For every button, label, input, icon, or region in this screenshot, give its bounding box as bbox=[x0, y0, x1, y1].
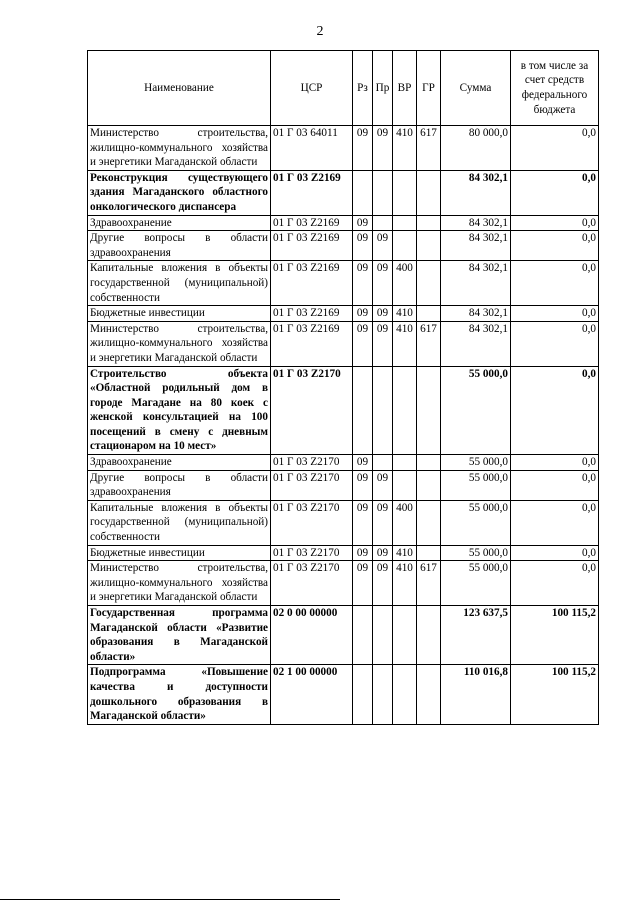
cell-sum: 123 637,5 bbox=[441, 606, 511, 665]
cell-gr bbox=[417, 606, 441, 665]
cell-pr: 09 bbox=[373, 261, 393, 306]
cell-vr: 410 bbox=[393, 306, 417, 322]
cell-csr: 01 Г 03 Z2170 bbox=[271, 455, 353, 471]
cell-gr bbox=[417, 170, 441, 215]
cell-pr: 09 bbox=[373, 321, 393, 366]
cell-csr: 01 Г 03 64011 bbox=[271, 126, 353, 171]
cell-name: Подпрограмма «Повышение качества и доступности дошкольного образования в Магаданской области» bbox=[88, 665, 271, 724]
cell-rz: 09 bbox=[353, 561, 373, 606]
cell-vr: 400 bbox=[393, 261, 417, 306]
table-row bbox=[88, 500, 599, 545]
cell-sum: 110 016,8 bbox=[441, 665, 511, 724]
cell-sum: 84 302,1 bbox=[441, 261, 511, 306]
cell-sum: 80 000,0 bbox=[441, 126, 511, 171]
cell-gr bbox=[417, 470, 441, 500]
cell-name: Бюджетные инвестиции bbox=[88, 545, 271, 561]
cell-gr bbox=[417, 261, 441, 306]
cell-gr: 617 bbox=[417, 321, 441, 366]
cell-sum: 55 000,0 bbox=[441, 545, 511, 561]
table-row bbox=[88, 261, 599, 306]
cell-vr: 410 bbox=[393, 321, 417, 366]
cell-vr: 410 bbox=[393, 561, 417, 606]
cell-federal: 0,0 bbox=[511, 215, 599, 231]
cell-rz: 09 bbox=[353, 545, 373, 561]
cell-csr: 01 Г 03 Z2170 bbox=[271, 366, 353, 455]
cell-vr bbox=[393, 455, 417, 471]
header-sum: Сумма bbox=[441, 51, 511, 126]
header-pr: Пр bbox=[373, 51, 393, 126]
table-row bbox=[88, 470, 599, 500]
cell-rz bbox=[353, 366, 373, 455]
cell-csr: 01 Г 03 Z2170 bbox=[271, 561, 353, 606]
cell-rz: 09 bbox=[353, 455, 373, 471]
table-row bbox=[88, 545, 599, 561]
cell-pr bbox=[373, 215, 393, 231]
table-row bbox=[88, 606, 599, 665]
cell-csr: 02 0 00 00000 bbox=[271, 606, 353, 665]
cell-gr bbox=[417, 500, 441, 545]
cell-gr bbox=[417, 306, 441, 322]
header-gr: ГР bbox=[417, 51, 441, 126]
cell-name: Министерство строительства, жилищно-коммунального хозяйства и энергетики Магаданской области bbox=[88, 126, 271, 171]
cell-csr: 01 Г 03 Z2169 bbox=[271, 261, 353, 306]
cell-name: Министерство строительства, жилищно-коммунального хозяйства и энергетики Магаданской области bbox=[88, 321, 271, 366]
cell-pr: 09 bbox=[373, 470, 393, 500]
cell-federal: 0,0 bbox=[511, 545, 599, 561]
cell-rz: 09 bbox=[353, 306, 373, 322]
cell-vr: 410 bbox=[393, 545, 417, 561]
budget-table bbox=[87, 50, 599, 725]
cell-pr: 09 bbox=[373, 126, 393, 171]
cell-vr bbox=[393, 470, 417, 500]
cell-csr: 01 Г 03 Z2169 bbox=[271, 215, 353, 231]
table-row bbox=[88, 215, 599, 231]
cell-name: Здравоохранение bbox=[88, 215, 271, 231]
cell-rz bbox=[353, 665, 373, 724]
cell-gr bbox=[417, 545, 441, 561]
table-row bbox=[88, 321, 599, 366]
cell-vr bbox=[393, 215, 417, 231]
cell-pr bbox=[373, 606, 393, 665]
cell-federal: 0,0 bbox=[511, 231, 599, 261]
cell-csr: 01 Г 03 Z2169 bbox=[271, 321, 353, 366]
cell-pr bbox=[373, 455, 393, 471]
table-row bbox=[88, 455, 599, 471]
cell-pr: 09 bbox=[373, 306, 393, 322]
header-name: Наименование bbox=[88, 51, 271, 126]
cell-pr bbox=[373, 366, 393, 455]
cell-federal: 0,0 bbox=[511, 470, 599, 500]
cell-sum: 84 302,1 bbox=[441, 231, 511, 261]
cell-federal: 0,0 bbox=[511, 126, 599, 171]
cell-rz bbox=[353, 170, 373, 215]
cell-rz: 09 bbox=[353, 321, 373, 366]
cell-gr: 617 bbox=[417, 126, 441, 171]
cell-name: Капитальные вложения в объекты государственной (муниципальной) собственности bbox=[88, 500, 271, 545]
cell-sum: 55 000,0 bbox=[441, 470, 511, 500]
cell-federal: 0,0 bbox=[511, 455, 599, 471]
cell-csr: 02 1 00 00000 bbox=[271, 665, 353, 724]
cell-gr bbox=[417, 231, 441, 261]
cell-sum: 55 000,0 bbox=[441, 561, 511, 606]
cell-federal: 0,0 bbox=[511, 306, 599, 322]
cell-rz: 09 bbox=[353, 231, 373, 261]
table-row bbox=[88, 306, 599, 322]
cell-name: Другие вопросы в области здравоохранения bbox=[88, 231, 271, 261]
table-row bbox=[88, 561, 599, 606]
cell-csr: 01 Г 03 Z2170 bbox=[271, 470, 353, 500]
cell-pr bbox=[373, 665, 393, 724]
cell-name: Государственная программа Магаданской области «Развитие образования в Магаданской области» bbox=[88, 606, 271, 665]
cell-federal: 0,0 bbox=[511, 170, 599, 215]
cell-csr: 01 Г 03 Z2169 bbox=[271, 231, 353, 261]
cell-name: Здравоохранение bbox=[88, 455, 271, 471]
cell-rz: 09 bbox=[353, 470, 373, 500]
cell-name: Реконструкция существующего здания Магаданского областного онкологического диспансера bbox=[88, 170, 271, 215]
cell-csr: 01 Г 03 Z2169 bbox=[271, 170, 353, 215]
table-row bbox=[88, 126, 599, 171]
cell-sum: 55 000,0 bbox=[441, 500, 511, 545]
cell-federal: 0,0 bbox=[511, 561, 599, 606]
cell-gr bbox=[417, 366, 441, 455]
cell-sum: 55 000,0 bbox=[441, 366, 511, 455]
header-row bbox=[88, 51, 599, 126]
table-row bbox=[88, 366, 599, 455]
cell-sum: 84 302,1 bbox=[441, 170, 511, 215]
cell-pr: 09 bbox=[373, 561, 393, 606]
cell-federal: 100 115,2 bbox=[511, 606, 599, 665]
cell-csr: 01 Г 03 Z2169 bbox=[271, 306, 353, 322]
cell-vr bbox=[393, 606, 417, 665]
cell-rz: 09 bbox=[353, 261, 373, 306]
cell-rz: 09 bbox=[353, 500, 373, 545]
cell-federal: 0,0 bbox=[511, 261, 599, 306]
header-federal: в том числе за счет средств федерального бюджета bbox=[511, 51, 599, 126]
cell-gr: 617 bbox=[417, 561, 441, 606]
cell-pr: 09 bbox=[373, 500, 393, 545]
cell-vr: 410 bbox=[393, 126, 417, 171]
cell-name: Бюджетные инвестиции bbox=[88, 306, 271, 322]
header-vr: ВР bbox=[393, 51, 417, 126]
cell-sum: 55 000,0 bbox=[441, 455, 511, 471]
header-csr: ЦСР bbox=[271, 51, 353, 126]
header-rz: Рз bbox=[353, 51, 373, 126]
cell-vr: 400 bbox=[393, 500, 417, 545]
cell-name: Другие вопросы в области здравоохранения bbox=[88, 470, 271, 500]
cell-vr bbox=[393, 170, 417, 215]
cell-gr bbox=[417, 665, 441, 724]
cell-gr bbox=[417, 215, 441, 231]
cell-sum: 84 302,1 bbox=[441, 321, 511, 366]
cell-pr: 09 bbox=[373, 231, 393, 261]
cell-federal: 0,0 bbox=[511, 321, 599, 366]
cell-federal: 100 115,2 bbox=[511, 665, 599, 724]
cell-sum: 84 302,1 bbox=[441, 306, 511, 322]
cell-federal: 0,0 bbox=[511, 366, 599, 455]
table-row bbox=[88, 170, 599, 215]
footnote-divider bbox=[0, 899, 340, 900]
cell-gr bbox=[417, 455, 441, 471]
cell-rz: 09 bbox=[353, 126, 373, 171]
cell-pr bbox=[373, 170, 393, 215]
table-row bbox=[88, 231, 599, 261]
cell-pr: 09 bbox=[373, 545, 393, 561]
table-row bbox=[88, 665, 599, 724]
page-number: 2 bbox=[316, 24, 324, 39]
cell-name: Министерство строительства, жилищно-коммунального хозяйства и энергетики Магаданской области bbox=[88, 561, 271, 606]
cell-federal: 0,0 bbox=[511, 500, 599, 545]
cell-name: Строительство объекта «Областной родильный дом в городе Магадане на 80 коек с женской консультацией на 100 посещений в смену с дневным стационаром на 10 мест» bbox=[88, 366, 271, 455]
cell-vr bbox=[393, 231, 417, 261]
cell-csr: 01 Г 03 Z2170 bbox=[271, 545, 353, 561]
cell-vr bbox=[393, 366, 417, 455]
cell-name: Капитальные вложения в объекты государственной (муниципальной) собственности bbox=[88, 261, 271, 306]
cell-sum: 84 302,1 bbox=[441, 215, 511, 231]
cell-rz bbox=[353, 606, 373, 665]
cell-rz: 09 bbox=[353, 215, 373, 231]
cell-csr: 01 Г 03 Z2170 bbox=[271, 500, 353, 545]
cell-vr bbox=[393, 665, 417, 724]
